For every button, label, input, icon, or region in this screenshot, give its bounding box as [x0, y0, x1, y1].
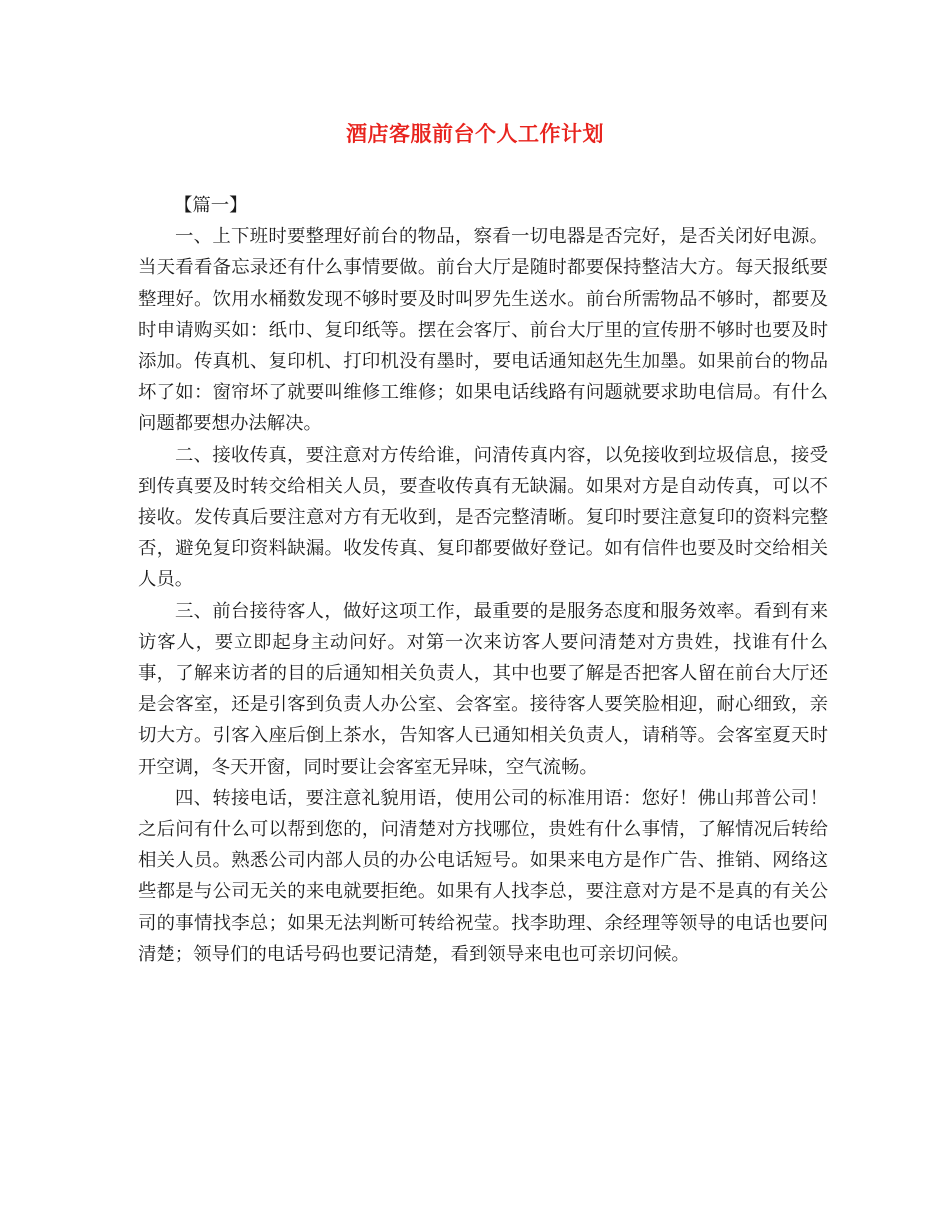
- document-body: [138, 190, 828, 970]
- paragraph-4: 四、转接电话，要注意礼貌用语，使用公司的标准用语：您好！佛山邦普公司！之后问有什么可以帮到您的，问清楚对方找哪位，贵姓有什么事情，了解情况后转给相关人员。熟悉公司内部人员的办公电话短号。如果来电方是作广告、推销、网络这些都是与公司无关的来电就要拒绝。如果有人找李总，要注意对方是不是真的有关公司的事情找李总；如果无法判断可转给祝莹。找李助理、余经理等领导的电话也要问清楚；领导们的电话号码也要记清楚，看到领导来电也可亲切问候。: [138, 787, 828, 965]
- document-title: 酒店客服前台个人工作计划: [346, 122, 604, 146]
- paragraph-1: 一、上下班时要整理好前台的物品，察看一切电器是否完好，是否关闭好电源。当天看看备忘录还有什么事情要做。前台大厅是随时都要保持整洁大方。每天报纸要整理好。饮用水桶数发现不够时要及时叫罗先生送水。前台所需物品不够时，都要及时申请购买如：纸巾、复印纸等。摆在会客厅、前台大厅里的宣传册不够时也要及时添加。传真机、复印机、打印机没有墨时，要电话通知赵先生加墨。如果前台的物品坏了如：窗帘坏了就要叫维修工维修；如果电话线路有问题就要求助电信局。有什么问题都要想办法解决。: [138, 226, 828, 435]
- paragraph-2: 二、接收传真，要注意对方传给谁，问清传真内容，以免接收到垃圾信息，接受到传真要及时转交给相关人员，要查收传真有无缺漏。如果对方是自动传真，可以不接收。发传真后要注意对方有无收到，是否完整清晰。复印时要注意复印的资料完整否，避免复印资料缺漏。收发传真、复印都要做好登记。如有信件也要及时交给相关人员。: [138, 444, 828, 591]
- section-label: 【篇一】: [174, 195, 248, 216]
- paragraph-3: 三、前台接待客人，做好这项工作，最重要的是服务态度和服务效率。看到有来访客人，要立即起身主动问好。对第一次来访客人要问清楚对方贵姓，找谁有什么事，了解来访者的目的后通知相关负责人，其中也要了解是否把客人留在前台大厅还是会客室，还是引客到负责人办公室、会客室。接待客人要笑脸相迎，耐心细致，亲切大方。引客入座后倒上茶水，告知客人已通知相关负责人，请稍等。会客室夏天时开空调，冬天开窗，同时要让会客室无异味，空气流畅。: [138, 600, 828, 778]
